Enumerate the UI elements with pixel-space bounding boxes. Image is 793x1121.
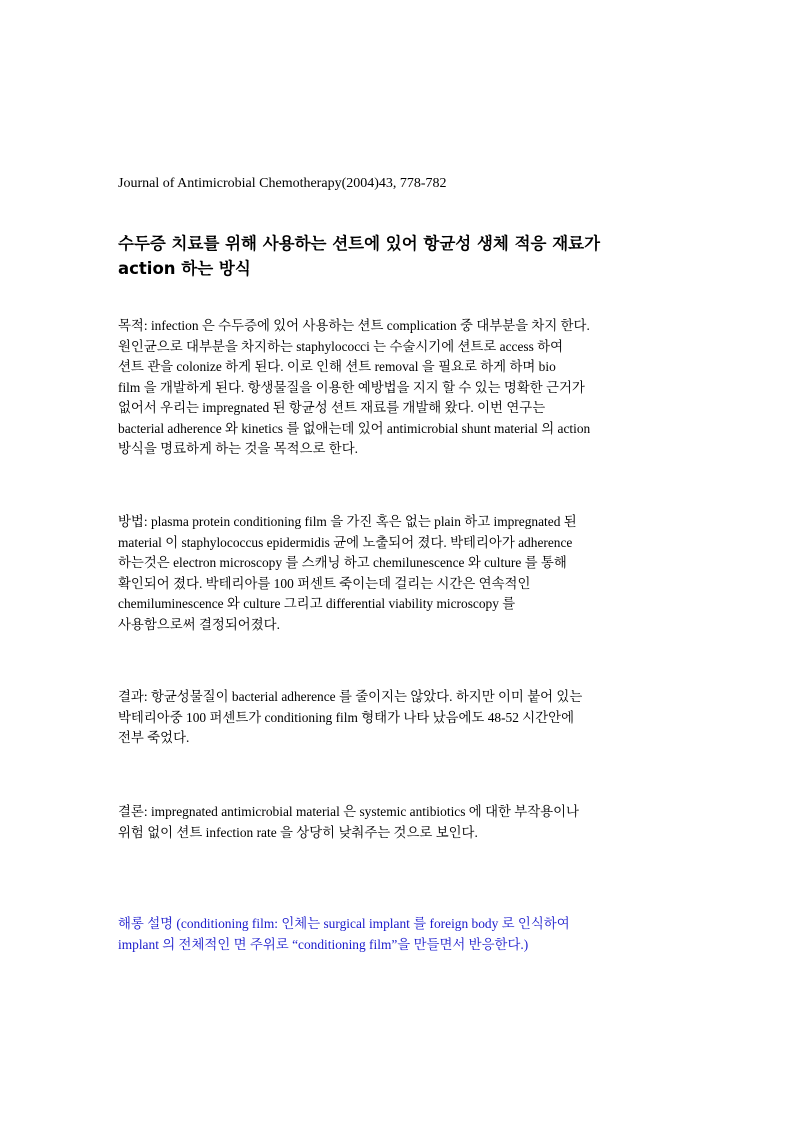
note-line: 해롱 설명 (conditioning film: 인체는 surgical implant 를 foreign body 로 인식하여	[118, 916, 570, 931]
paragraph-line: film 을 개발하게 된다. 항생물질을 이용한 예방법을 지지 할 수 있는 명확한 근거가	[118, 379, 585, 395]
title-line: action 하는 방식	[118, 259, 251, 278]
paragraph-line: 결론: impregnated antimicrobial material 은 systemic antibiotics 에 대한 부작용이나	[118, 804, 579, 819]
paragraph-line: 하는것은 electron microscopy 를 스캐닝 하고 chemilunescence 와 culture 를 통해	[118, 555, 567, 570]
paragraph-line: material 이 staphylococcus epidermidis 균에 노출되어 졌다. 박테리아가 adherence	[118, 534, 573, 550]
title-line: 수두증 치료를 위해 사용하는 션트에 있어 항균성 생체 적응 재료가	[118, 234, 601, 253]
paragraph-line: 없어서 우리는 impregnated 된 항균성 션트 재료를 개발해 왔다. 이번 연구는	[118, 400, 546, 415]
paragraph-line: 사용함으로써 결정되어졌다.	[118, 616, 280, 632]
note-line: implant 의 전체적인 면 주위로 “conditioning film”을 만들면서 반응한다.)	[118, 936, 529, 952]
paragraph-line: 결과: 항균성물질이 bacterial adherence 를 줄이지는 않았다. 하지만 이미 붙어 있는	[118, 689, 583, 704]
paragraph-line: 전부 죽었다.	[118, 730, 190, 745]
paragraph-line: 박테리아중 100 퍼센트가 conditioning film 형태가 나타 났음에도 48-52 시간안에	[118, 709, 575, 725]
paragraph-line: 션트 관을 colonize 하게 된다. 이로 인해 션트 removal 을 필요로 하게 하며 bio	[118, 359, 556, 374]
paragraph-line: 목적: infection 은 수두증에 있어 사용하는 션트 complication 중 대부분을 차지 한다.	[118, 318, 590, 333]
paragraph-line: 원인균으로 대부분을 차지하는 staphylococci 는 수술시기에 션트로 access 하여	[118, 338, 564, 354]
method-paragraph	[118, 512, 698, 635]
conclusion-paragraph	[118, 802, 698, 843]
paragraph-line: 확인되어 졌다. 박테리아를 100 퍼센트 죽이는데 걸리는 시간은 연속적인	[118, 575, 531, 591]
terminology-note	[118, 914, 698, 955]
journal-citation: Journal of Antimicrobial Chemotherapy(2004)43, 778-782	[118, 176, 447, 191]
paragraph-line: 위험 없이 션트 infection rate 을 상당히 낮춰주는 것으로 보인다.	[118, 824, 478, 840]
paragraph-line: chemiluminescence 와 culture 그리고 differential viability microscopy 를	[118, 596, 516, 611]
paragraph-line: 방법: plasma protein conditioning film 을 가진 혹은 없는 plain 하고 impregnated 된	[118, 514, 577, 529]
article-title	[118, 231, 688, 281]
paragraph-line: 방식을 명료하게 하는 것을 목적으로 한다.	[118, 441, 358, 456]
paragraph-line: bacterial adherence 와 kinetics 를 없애는데 있어 antimicrobial shunt material 의 action	[118, 420, 591, 436]
result-paragraph	[118, 687, 698, 749]
objective-paragraph	[118, 316, 698, 460]
